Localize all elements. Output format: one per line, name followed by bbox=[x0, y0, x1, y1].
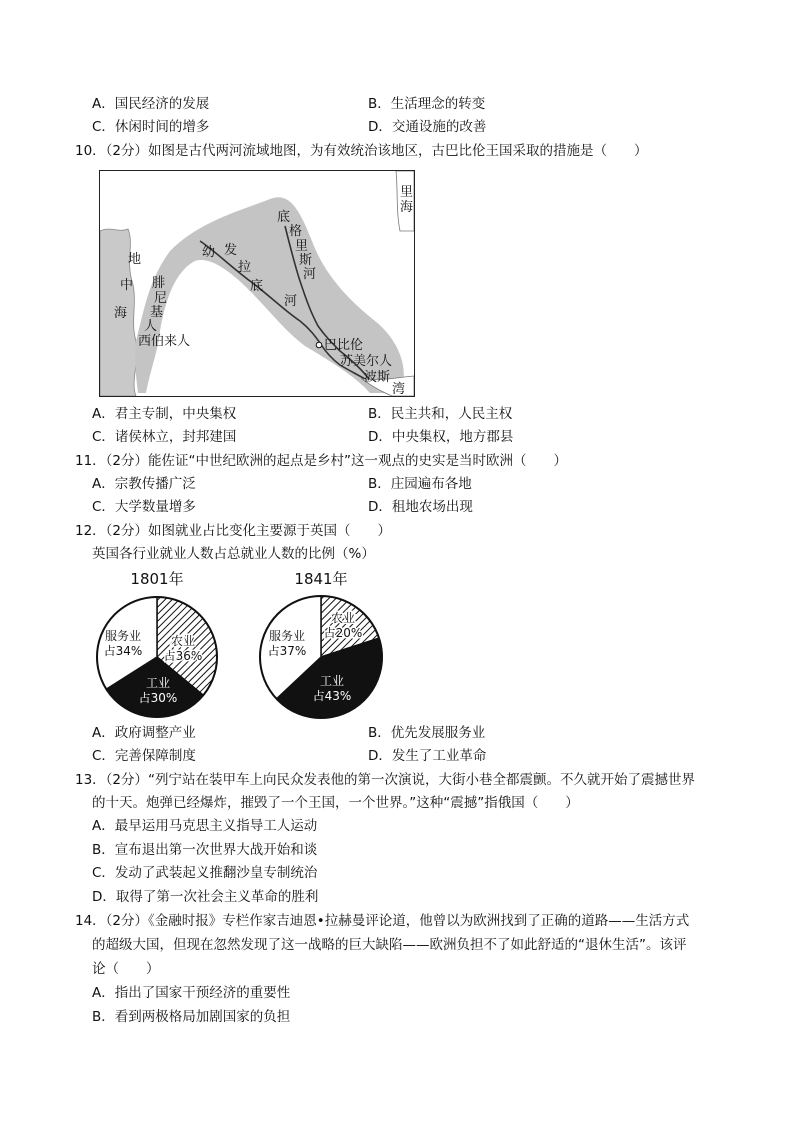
q12-option-b[interactable]: B．优先发展服务业 bbox=[368, 725, 486, 741]
label-persian: 波斯 bbox=[364, 370, 391, 385]
q11-option-c[interactable]: C．大学数量增多 bbox=[92, 499, 196, 515]
q10-option-d[interactable]: D．中央集权，地方郡县 bbox=[368, 429, 514, 445]
q9-option-c[interactable]: C．休闲时间的增多 bbox=[92, 119, 210, 135]
q11-stem: 11．（2分）能佐证“中世纪欧洲的起点是乡村”这一观点的史实是当时欧洲（ ） bbox=[75, 453, 568, 469]
q11-option-d[interactable]: D．租地农场出现 bbox=[368, 499, 473, 515]
q10-stem: 10．（2分）如图是古代两河流域地图，为有效统治该地区，古巴比伦王国采取的措施是（ ） bbox=[75, 143, 648, 159]
pie-label-1-0-0: 农业 bbox=[330, 611, 356, 625]
label-tigris-3: 里 bbox=[295, 239, 309, 254]
q12-stem: 12．（2分）如图就业占比变化主要源于英国（ ） bbox=[75, 523, 392, 539]
label-tigris-4: 斯 bbox=[299, 253, 313, 268]
label-ji: 基 bbox=[150, 305, 164, 320]
label-ni: 尼 bbox=[154, 291, 168, 306]
q11-option-a[interactable]: A．宗教传播广泛 bbox=[92, 476, 196, 492]
q13-option-d[interactable]: D．取得了第一次社会主义革命的胜利 bbox=[92, 889, 319, 905]
label-euphrates-5: 河 bbox=[284, 294, 298, 309]
q9-option-a[interactable]: A．国民经济的发展 bbox=[92, 96, 210, 112]
label-euphrates-1: 幼 bbox=[202, 245, 216, 260]
q13-stem-line2: 的十天。炮弹已经爆炸，摧毁了一个王国，一个世界。”这种“震撼”指俄国（ ） bbox=[92, 795, 579, 811]
pie-label-0-0-1: 占36% bbox=[163, 649, 203, 663]
pie-label-0-0-0: 农业 bbox=[170, 634, 196, 648]
label-fei: 腓 bbox=[152, 276, 166, 291]
label-tigris-1: 底 bbox=[277, 210, 291, 225]
employment-pie-charts bbox=[95, 570, 395, 720]
pie-title-1: 1841年 bbox=[294, 570, 348, 588]
label-tigris-5: 河 bbox=[303, 267, 317, 282]
label-euphrates-3: 拉 bbox=[238, 260, 252, 275]
q11-option-b[interactable]: B．庄园遍布各地 bbox=[368, 476, 472, 492]
pie-chart-1 bbox=[260, 570, 382, 718]
q13-option-b[interactable]: B．宣布退出第一次世界大战开始和谈 bbox=[92, 842, 318, 858]
pie-label-0-2-1: 占34% bbox=[103, 644, 143, 658]
q10-option-a[interactable]: A．君主专制，中央集权 bbox=[92, 406, 237, 422]
pie-label-1-2-1: 占37% bbox=[267, 644, 307, 658]
q10-option-b[interactable]: B．民主共和，人民主权 bbox=[368, 406, 513, 422]
pie-label-1-0-1: 占20% bbox=[323, 626, 363, 640]
q14-stem-line2: 的超级大国，但现在忽然发现了这一战略的巨大缺陷——欧洲负担不了如此舒适的“退休生活”。该评 bbox=[92, 937, 687, 953]
q12-option-a[interactable]: A．政府调整产业 bbox=[92, 725, 196, 741]
label-gulf: 湾 bbox=[392, 382, 406, 396]
pie-label-0-1-0: 工业 bbox=[145, 676, 171, 690]
pie-label-0-2-0: 服务业 bbox=[104, 629, 142, 643]
q9-option-b[interactable]: B．生活理念的转变 bbox=[368, 96, 486, 112]
label-tigris-2: 格 bbox=[289, 224, 303, 239]
q13-option-a[interactable]: A．最早运用马克思主义指导工人运动 bbox=[92, 818, 318, 834]
q14-stem-line1: 14．（2分）《金融时报》专栏作家吉迪恩•拉赫曼评论道，他曾以为欧洲找到了正确的道路——生活方式 bbox=[75, 913, 690, 929]
label-xiboren: 西伯来人 bbox=[138, 334, 191, 349]
pie-label-0-1-1: 占30% bbox=[138, 691, 178, 705]
q10-option-c[interactable]: C．诸侯林立，封邦建国 bbox=[92, 429, 237, 445]
two-rivers-map bbox=[99, 170, 415, 397]
q13-stem-line1: 13．（2分）“列宁站在装甲车上向民众发表他的第一次演说，大街小巷全都震颤。不久就开始了震撼世界 bbox=[75, 772, 696, 788]
q12-option-d[interactable]: D．发生了工业革命 bbox=[368, 748, 487, 764]
label-euphrates-4: 底 bbox=[250, 279, 264, 294]
q9-option-d[interactable]: D．交通设施的改善 bbox=[368, 119, 487, 135]
q14-stem-line3: 论（ ） bbox=[92, 961, 160, 977]
label-sumerians: 苏美尔人 bbox=[340, 354, 393, 369]
q14-option-a[interactable]: A．指出了国家干预经济的重要性 bbox=[92, 985, 291, 1001]
map-figure bbox=[100, 171, 414, 396]
q13-option-c[interactable]: C．发动了武装起义推翻沙皇专制统治 bbox=[92, 865, 318, 881]
q12-option-c[interactable]: C．完善保障制度 bbox=[92, 748, 196, 764]
pie-label-1-1-0: 工业 bbox=[319, 674, 345, 688]
label-di: 地 bbox=[128, 252, 142, 267]
label-babylon: 巴比伦 bbox=[324, 338, 364, 353]
label-caspian-2: 海 bbox=[400, 200, 414, 215]
pie-title-0: 1801年 bbox=[130, 570, 184, 588]
pie-chart-0 bbox=[97, 570, 217, 717]
label-zhong: 中 bbox=[120, 278, 134, 293]
pie-label-1-1-1: 占43% bbox=[312, 689, 352, 703]
label-caspian-1: 里 bbox=[400, 185, 414, 200]
q12-chart-caption: 英国各行业就业人数占总就业人数的比例（%） bbox=[92, 546, 375, 562]
q14-option-b[interactable]: B．看到两极格局加剧国家的负担 bbox=[92, 1009, 291, 1025]
label-euphrates-2: 发 bbox=[224, 243, 238, 258]
babylon-marker bbox=[316, 342, 322, 348]
label-ren: 人 bbox=[144, 319, 158, 334]
pie-label-1-2-0: 服务业 bbox=[268, 629, 306, 643]
label-hai: 海 bbox=[114, 306, 128, 321]
pie-svg bbox=[95, 570, 395, 720]
